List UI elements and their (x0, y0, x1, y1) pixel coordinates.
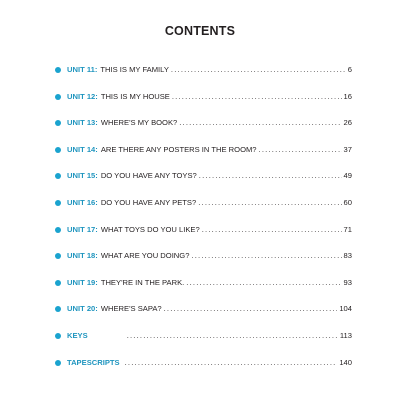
toc-entry-unit-18[interactable] (55, 250, 352, 262)
entry-label: UNIT 13: (67, 118, 98, 128)
bullet-icon (55, 120, 61, 126)
dot-leader (127, 330, 338, 342)
dot-leader (172, 91, 342, 103)
entry-label: UNIT 15: (67, 171, 98, 181)
entry-label: UNIT 18: (67, 251, 98, 261)
toc-entry-unit-11[interactable] (55, 64, 352, 76)
dot-leader (171, 64, 346, 76)
entry-page-number: 26 (343, 118, 352, 128)
entry-label: UNIT 19: (67, 277, 98, 287)
bullet-icon (55, 306, 61, 312)
bullet-icon (55, 147, 61, 153)
dot-leader (259, 144, 342, 156)
entry-label: UNIT 11: (67, 65, 98, 74)
dot-leader (191, 250, 341, 262)
toc-entry-unit-17[interactable] (55, 224, 352, 236)
entry-page-number: 113 (339, 330, 352, 340)
dot-leader (202, 224, 342, 236)
toc-entry-unit-16[interactable] (55, 197, 352, 209)
entry-title: ARE THERE ANY POSTERS IN THE ROOM? (100, 144, 257, 154)
table-of-contents (55, 64, 352, 383)
entry-page-number: 83 (343, 251, 352, 261)
entry-page-number: 6 (347, 65, 352, 74)
bullet-icon (55, 227, 61, 233)
toc-entry-keys[interactable] (55, 330, 352, 342)
bullet-icon (55, 280, 61, 286)
dot-leader (199, 170, 342, 182)
entry-page-number: 60 (343, 197, 352, 207)
toc-entry-unit-15[interactable] (55, 170, 352, 182)
page-title: CONTENTS (164, 24, 236, 38)
entry-page-number: 37 (343, 144, 352, 154)
toc-entry-unit-20[interactable] (55, 303, 352, 315)
entry-title: WHERE'S SAPA? (100, 304, 162, 314)
entry-title: DO YOU HAVE ANY TOYS? (100, 171, 197, 181)
bullet-icon (55, 200, 61, 206)
entry-page-number: 104 (339, 304, 352, 314)
dot-leader (164, 303, 338, 315)
bullet-icon (55, 67, 61, 73)
entry-label: UNIT 12: (67, 91, 98, 101)
entry-label: UNIT 20: (67, 304, 98, 314)
entry-title: THIS IS MY HOUSE (100, 91, 170, 101)
toc-entry-unit-12[interactable] (55, 91, 352, 103)
bullet-icon (55, 333, 61, 339)
entry-page-number: 49 (343, 171, 352, 181)
dot-leader (186, 277, 341, 289)
bullet-icon (55, 360, 61, 366)
entry-label: UNIT 17: (67, 224, 98, 234)
toc-entry-unit-14[interactable] (55, 144, 352, 156)
entry-title: WHAT ARE YOU DOING? (100, 251, 190, 261)
entry-title: THIS IS MY FAMILY (100, 65, 169, 74)
entry-label: UNIT 14: (67, 144, 98, 154)
entry-page-number: 93 (343, 277, 352, 287)
entry-label: TAPESCRIPTS (67, 357, 120, 367)
entry-page-number: 16 (343, 91, 352, 101)
toc-entry-unit-19[interactable] (55, 277, 352, 289)
dot-leader (179, 117, 341, 129)
entry-page-number: 140 (339, 357, 352, 367)
dot-leader (125, 357, 338, 369)
bullet-icon (55, 94, 61, 100)
entry-title: WHAT TOYS DO YOU LIKE? (100, 224, 200, 234)
entry-label: UNIT 16: (67, 197, 98, 207)
dot-leader (198, 197, 341, 209)
entry-label: KEYS (67, 330, 88, 340)
toc-entry-tapescripts[interactable] (55, 357, 352, 369)
bullet-icon (55, 173, 61, 179)
entry-title: WHERE'S MY BOOK? (100, 118, 178, 128)
toc-entry-unit-13[interactable] (55, 117, 352, 129)
entry-page-number: 71 (343, 224, 352, 234)
entry-title: DO YOU HAVE ANY PETS? (100, 197, 197, 207)
entry-title: THEY'RE IN THE PARK. (100, 277, 185, 287)
bullet-icon (55, 253, 61, 259)
